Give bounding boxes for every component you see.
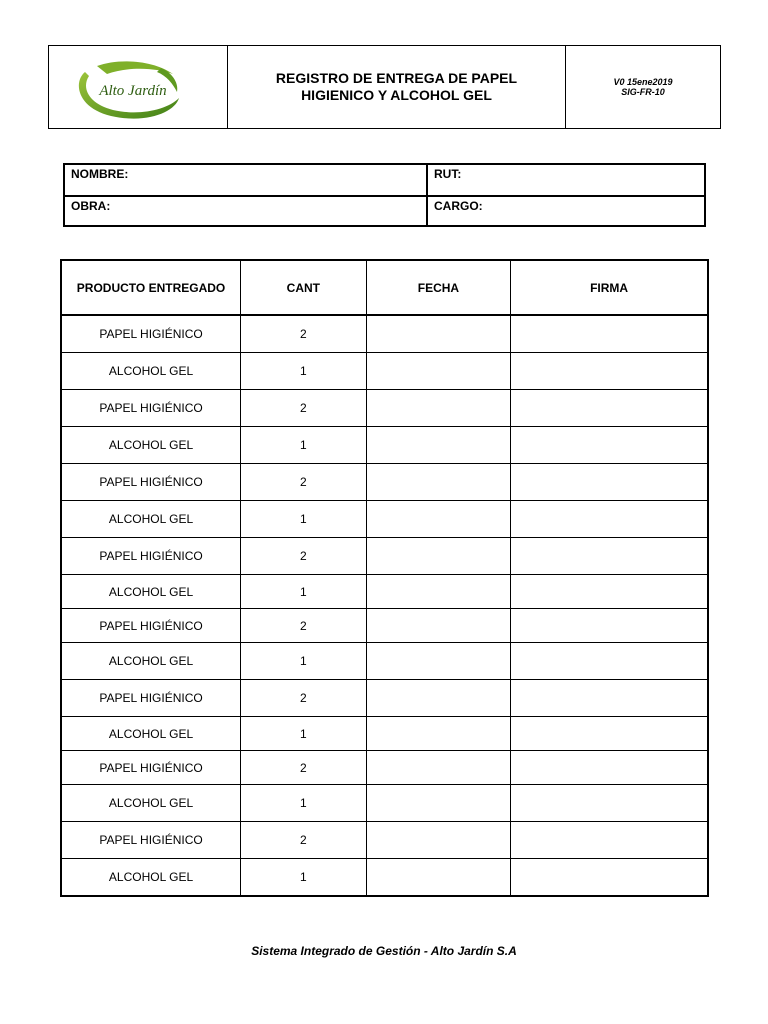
header-firma: FIRMA (511, 260, 708, 315)
table-row (61, 538, 708, 575)
cant-cell: 1 (241, 353, 367, 390)
document-code (566, 46, 720, 128)
cant-cell: 2 (241, 751, 367, 785)
producto-cell: ALCOHOL GEL (61, 427, 241, 464)
cant-cell: 1 (241, 859, 367, 897)
firma-cell[interactable] (511, 464, 708, 501)
table-row (61, 822, 708, 859)
firma-cell[interactable] (511, 315, 708, 353)
table-header-row (61, 260, 708, 315)
rut-field[interactable] (428, 165, 704, 195)
title-line-1: REGISTRO DE ENTREGA DE PAPEL (275, 70, 518, 86)
nombre-field[interactable] (65, 165, 428, 195)
logo-cell (49, 46, 228, 128)
fecha-cell[interactable] (366, 717, 511, 751)
firma-cell[interactable] (511, 575, 708, 609)
table-row (61, 785, 708, 822)
cargo-field[interactable] (428, 197, 704, 227)
producto-cell: ALCOHOL GEL (61, 501, 241, 538)
firma-cell[interactable] (511, 390, 708, 427)
fecha-cell[interactable] (366, 859, 511, 897)
table-row (61, 751, 708, 785)
cant-cell: 2 (241, 464, 367, 501)
version-text: V0 15ene2019 (613, 77, 673, 87)
obra-label: OBRA: (71, 199, 111, 213)
firma-cell[interactable] (511, 609, 708, 643)
firma-cell[interactable] (511, 717, 708, 751)
fecha-cell[interactable] (366, 751, 511, 785)
fecha-cell[interactable] (366, 785, 511, 822)
cant-cell: 1 (241, 785, 367, 822)
fecha-cell[interactable] (366, 464, 511, 501)
table-row (61, 427, 708, 464)
producto-cell: PAPEL HIGIÉNICO (61, 609, 241, 643)
info-row-2 (65, 197, 704, 227)
table-row (61, 859, 708, 897)
producto-cell: ALCOHOL GEL (61, 859, 241, 897)
title-line-2: HIGIENICO Y ALCOHOL GEL (301, 87, 492, 103)
cant-cell: 2 (241, 315, 367, 353)
rut-label: RUT: (434, 167, 462, 181)
firma-cell[interactable] (511, 785, 708, 822)
firma-cell[interactable] (511, 680, 708, 717)
cant-cell: 1 (241, 717, 367, 751)
cant-cell: 2 (241, 609, 367, 643)
header-cant: CANT (241, 260, 367, 315)
table-row (61, 501, 708, 538)
producto-cell: PAPEL HIGIÉNICO (61, 751, 241, 785)
cant-cell: 2 (241, 680, 367, 717)
producto-cell: PAPEL HIGIÉNICO (61, 680, 241, 717)
cant-cell: 1 (241, 575, 367, 609)
producto-cell: ALCOHOL GEL (61, 575, 241, 609)
table-row (61, 680, 708, 717)
table-row (61, 609, 708, 643)
fecha-cell[interactable] (366, 315, 511, 353)
worker-info-box (63, 163, 706, 227)
producto-cell: ALCOHOL GEL (61, 717, 241, 751)
firma-cell[interactable] (511, 822, 708, 859)
table-row (61, 464, 708, 501)
firma-cell[interactable] (511, 643, 708, 680)
fecha-cell[interactable] (366, 643, 511, 680)
fecha-cell[interactable] (366, 680, 511, 717)
fecha-cell[interactable] (366, 427, 511, 464)
firma-cell[interactable] (511, 859, 708, 897)
cant-cell: 1 (241, 643, 367, 680)
form-code-text: SIG-FR-10 (621, 87, 665, 97)
company-logo (49, 46, 227, 130)
table-row (61, 353, 708, 390)
cargo-label: CARGO: (434, 199, 483, 213)
producto-cell: ALCOHOL GEL (61, 785, 241, 822)
document-header (48, 45, 721, 129)
table-row (61, 390, 708, 427)
cant-cell: 2 (241, 390, 367, 427)
table-row (61, 717, 708, 751)
fecha-cell[interactable] (366, 538, 511, 575)
fecha-cell[interactable] (366, 609, 511, 643)
table-row (61, 575, 708, 609)
page-footer: Sistema Integrado de Gestión - Alto Jardín S.A (251, 944, 517, 958)
fecha-cell[interactable] (366, 501, 511, 538)
producto-cell: PAPEL HIGIÉNICO (61, 390, 241, 427)
info-row-1 (65, 165, 704, 197)
nombre-label: NOMBRE: (71, 167, 129, 181)
producto-cell: ALCOHOL GEL (61, 353, 241, 390)
obra-field[interactable] (65, 197, 428, 227)
header-fecha: FECHA (366, 260, 511, 315)
table-row (61, 315, 708, 353)
firma-cell[interactable] (511, 538, 708, 575)
fecha-cell[interactable] (366, 353, 511, 390)
firma-cell[interactable] (511, 501, 708, 538)
fecha-cell[interactable] (366, 822, 511, 859)
firma-cell[interactable] (511, 353, 708, 390)
producto-cell: ALCOHOL GEL (61, 643, 241, 680)
table-row (61, 643, 708, 680)
logo-text: Alto Jardín (99, 83, 167, 99)
firma-cell[interactable] (511, 427, 708, 464)
cant-cell: 2 (241, 822, 367, 859)
producto-cell: PAPEL HIGIÉNICO (61, 464, 241, 501)
cant-cell: 2 (241, 538, 367, 575)
producto-cell: PAPEL HIGIÉNICO (61, 315, 241, 353)
fecha-cell[interactable] (366, 575, 511, 609)
delivery-table (60, 259, 709, 897)
header-producto: PRODUCTO ENTREGADO (61, 260, 241, 315)
fecha-cell[interactable] (366, 390, 511, 427)
cant-cell: 1 (241, 427, 367, 464)
firma-cell[interactable] (511, 751, 708, 785)
producto-cell: PAPEL HIGIÉNICO (61, 538, 241, 575)
cant-cell: 1 (241, 501, 367, 538)
producto-cell: PAPEL HIGIÉNICO (61, 822, 241, 859)
document-title (228, 46, 566, 128)
